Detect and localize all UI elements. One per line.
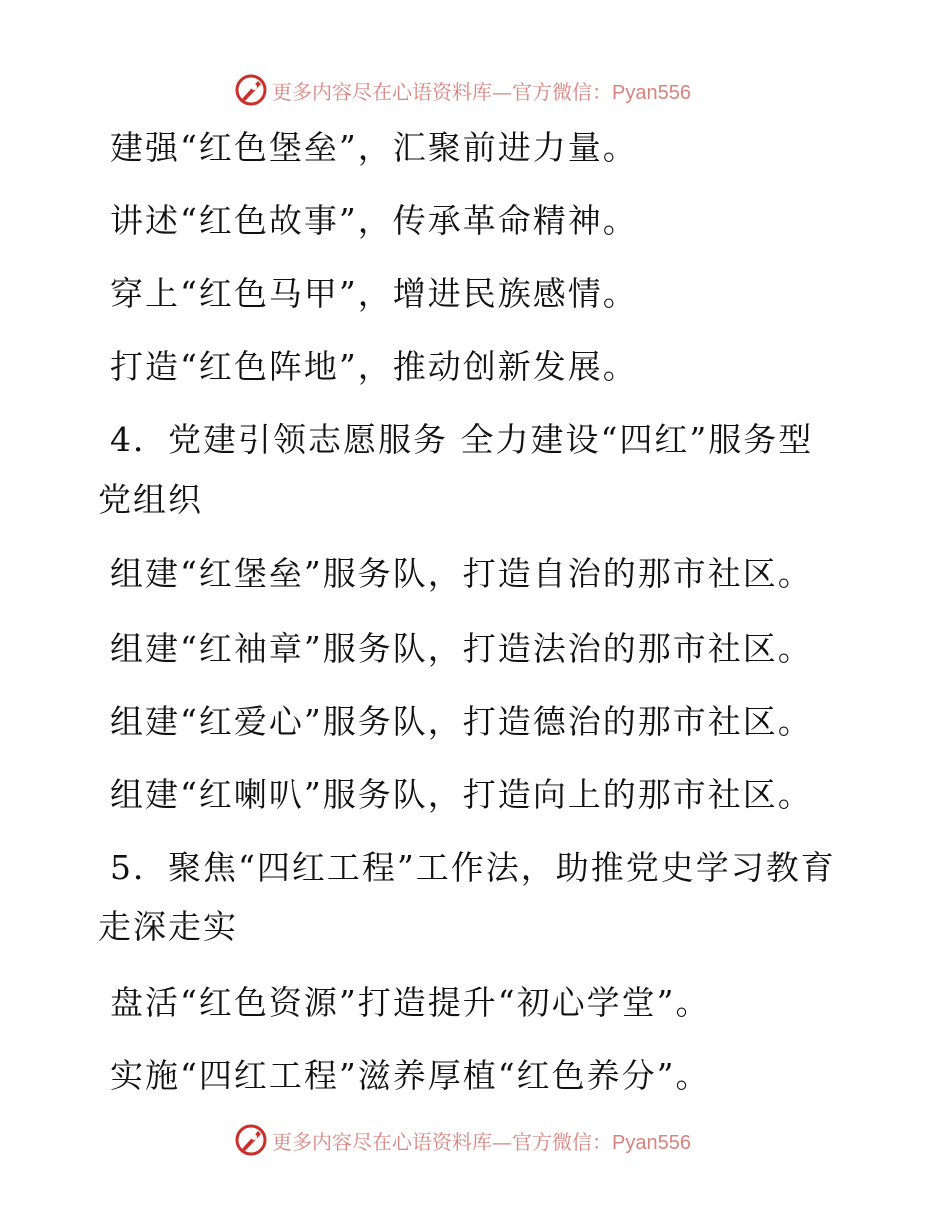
footer-watermark [234,1122,734,1158]
text-line: 穿上“红色马甲”，增进民族感情。 [110,274,638,313]
section-heading: 4．党建引领志愿服务 全力建设“四红”服务型 [110,420,814,459]
text-line: 组建“红爱心”服务队，打造德治的那市社区。 [110,702,813,741]
text-line: 打造“红色阵地”，推动创新发展。 [110,347,638,386]
section-heading: 5．聚焦“四红工程”工作法，助推党史学习教育 [110,848,836,887]
pen-logo-icon [234,73,268,107]
watermark-wechat-id: Pyan556 [612,1131,691,1154]
section-heading-continued: 党组织 [98,480,203,519]
header-watermark [234,72,734,108]
text-line: 实施“四红工程”滋养厚植“红色养分”。 [110,1056,711,1095]
text-line: 建强“红色堡垒”，汇聚前进力量。 [110,128,638,167]
pen-logo-icon [234,1123,268,1157]
section-heading-continued: 走深走实 [98,907,238,946]
text-line: 组建“红喇叭”服务队，打造向上的那市社区。 [110,775,813,814]
text-line: 讲述“红色故事”，传承革命精神。 [110,201,638,240]
text-line: 组建“红袖章”服务队，打造法治的那市社区。 [110,629,813,668]
text-line: 组建“红堡垒”服务队，打造自治的那市社区。 [110,554,813,593]
text-line: 盘活“红色资源”打造提升“初心学堂”。 [110,983,711,1022]
watermark-text: 更多内容尽在心语资料库—官方微信：Pyan556 [272,1129,691,1154]
watermark-text: 更多内容尽在心语资料库—官方微信：Pyan556 [272,79,691,104]
watermark-wechat-id: Pyan556 [612,81,691,104]
